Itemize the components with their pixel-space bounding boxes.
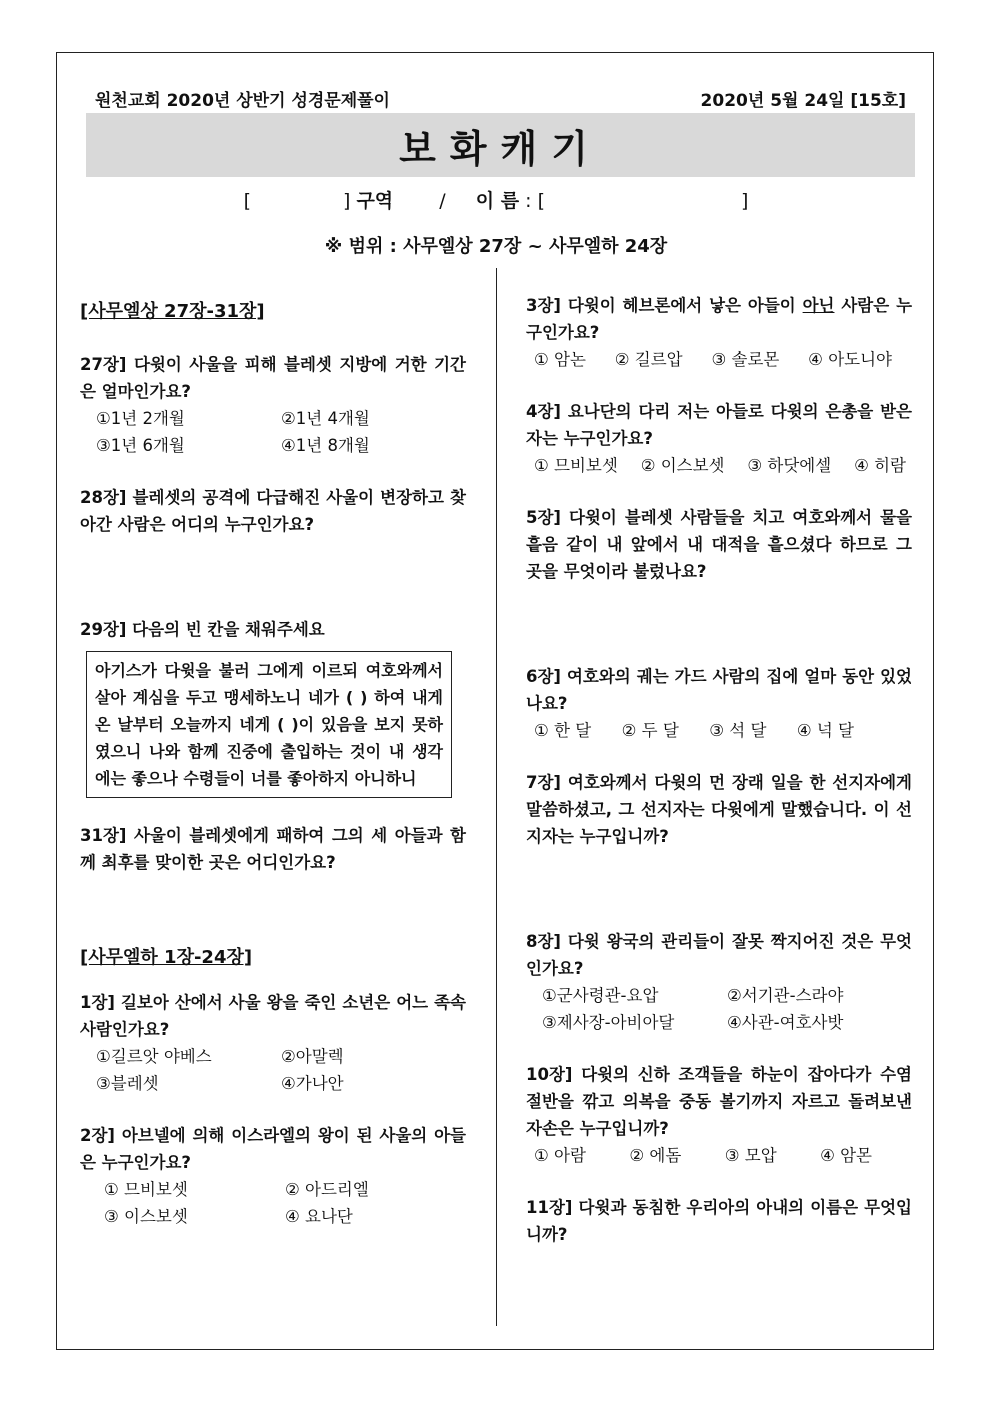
option[interactable]: ①길르앗 야베스 [96,1047,212,1066]
question-s2-3 [526,292,912,346]
q3-text-after: 사람은 누구인가요? [526,296,913,342]
option[interactable]: ③ 모압 [724,1146,777,1165]
option[interactable]: ③제사장-아비아달 [542,1013,675,1032]
column-divider [496,268,497,1326]
question-s2-5: 5장] 다윗이 블레셋 사람들을 치고 여호와께서 물을 흩음 같이 내 앞에서 내 대적을 흩으셨다 하므로 그 곳을 무엇이라 불렀나요? [526,508,912,581]
question-s2-2-options [80,1176,466,1230]
question-29-passage-box: 아기스가 다윗을 불러 그에게 이르되 여호와께서 살아 계심을 두고 맹세하노니 네가 ( ) 하여 내게 온 날부터 오늘까지 네게 ( )이 있음을 보지 못하였으니 나와 함께 진중에 출입하는 것이 내 생각에는 좋으나 수령들이 너를 좋아하지 아니하니 [86,651,452,798]
question-s2-6: 6장] 여호와의 궤는 가드 사람의 집에 얼마 동안 있었나요? [526,667,912,713]
option[interactable]: ② 아드리엘 [285,1180,369,1199]
option[interactable]: ① 므비보셋 [534,456,618,475]
option[interactable]: ② 에돔 [629,1146,682,1165]
question-s2-3-options [526,346,912,373]
right-column [526,292,912,1248]
option[interactable]: ④사관-여호사밧 [727,1013,844,1032]
name-bracket-open: [ [537,190,546,212]
option[interactable]: ① 아람 [534,1146,586,1165]
question-s2-1-options [80,1043,466,1097]
option[interactable]: ③1년 6개월 [96,436,185,455]
option[interactable]: ④ 넉 달 [796,721,854,740]
option[interactable]: ③ 석 달 [709,721,767,740]
option[interactable]: ④ 암몬 [820,1146,872,1165]
district-bracket-open: [ [243,190,251,212]
option[interactable]: ① 암논 [534,350,586,369]
option[interactable]: ② 이스보셋 [640,456,725,475]
name-colon: : [525,190,532,212]
option[interactable]: ① 므비보셋 [104,1180,188,1199]
option[interactable]: ②1년 4개월 [281,409,370,428]
district-bracket-close: ] [342,190,351,212]
question-s2-4-options [526,452,912,479]
option[interactable]: ②아말렉 [281,1047,344,1066]
option[interactable]: ② 길르압 [614,350,683,369]
question-s2-10-options [526,1142,912,1169]
name-label: 이 름 [475,190,520,212]
question-31: 31장] 사울이 블레셋에게 패하여 그의 세 아들과 함께 최후를 맞이한 곳은 어디인가요? [80,826,466,872]
option[interactable]: ④ 요나단 [285,1207,353,1226]
header-church-title: 원천교회 2020년 상반기 성경문제풀이 [95,91,390,111]
question-s2-2: 2장] 아브넬에 의해 이스라엘의 왕이 된 사울의 아들은 누구인가요? [80,1126,466,1172]
option[interactable]: ②서기관-스라야 [727,986,844,1005]
question-s2-8-options [526,982,912,1036]
left-column [80,298,466,1230]
option[interactable]: ④1년 8개월 [281,436,370,455]
option[interactable]: ① 한 달 [534,721,592,740]
question-s2-1: 1장] 길보아 산에서 사울 왕을 죽인 소년은 어느 족속 사람인가요? [80,993,466,1039]
option[interactable]: ② 두 달 [621,721,679,740]
question-s2-6-options [526,717,912,744]
name-bracket-close: ] [741,190,749,212]
option[interactable]: ③ 솔로몬 [711,350,780,369]
question-29: 29장] 다음의 빈 칸을 채워주세요 [80,620,325,639]
name-district-line [0,186,992,213]
page-title: 보화캐기 [399,126,602,171]
option[interactable]: ④ 아도니야 [808,350,892,369]
section-title-samuel2: [사무엘하 1장-24장] [80,947,253,968]
range-line: ※ 범위 : 사무엘상 27장 ~ 사무엘하 24장 [324,236,668,257]
section-title-samuel1: [사무엘상 27장-31장] [80,301,265,322]
question-s2-10: 10장] 다윗의 신하 조객들을 하눈이 잡아다가 수염 절반을 깎고 의복을 중동 볼기까지 자르고 돌려보낸 자손은 누구입니까? [526,1065,912,1138]
q3-underlined-word: 아닌 [802,296,835,315]
option[interactable]: ④ 히람 [854,456,906,475]
question-27-options [80,405,466,459]
option[interactable]: ③ 하닷에셀 [747,456,832,475]
district-label: 구역 [356,190,394,212]
option[interactable]: ④가나안 [281,1074,344,1093]
question-s2-7: 7장] 여호와께서 다윗의 먼 장래 일을 한 선지자에게 말씀하셨고, 그 선지자는 다윗에게 말했습니다. 이 선지자는 누구입니까? [526,773,912,846]
option[interactable]: ③블레셋 [96,1074,159,1093]
option[interactable]: ①군사령관-요압 [542,986,659,1005]
option[interactable]: ③ 이스보셋 [104,1207,188,1226]
question-27: 27장] 다윗이 사울을 피해 블레셋 지방에 거한 기간은 얼마인가요? [80,355,466,401]
header-date-issue: 2020년 5월 24일 [15호] [700,91,906,111]
title-banner [86,113,915,177]
question-s2-4: 4장] 요나단의 다리 저는 아들로 다윗의 은총을 받은 자는 누구인가요? [526,402,912,448]
option[interactable]: ①1년 2개월 [96,409,185,428]
question-28: 28장] 블레셋의 공격에 다급해진 사울이 변장하고 찾아간 사람은 어디의 누구인가요? [80,488,466,534]
question-s2-8: 8장] 다윗 왕국의 관리들이 잘못 짝지어진 것은 무엇인가요? [526,932,912,978]
slash-separator: / [439,190,446,212]
question-s2-11: 11장] 다윗과 동침한 우리아의 아내의 이름은 무엇입니까? [526,1198,912,1244]
q3-text-before: 3장] 다윗이 헤브론에서 낳은 아들이 [526,296,803,315]
